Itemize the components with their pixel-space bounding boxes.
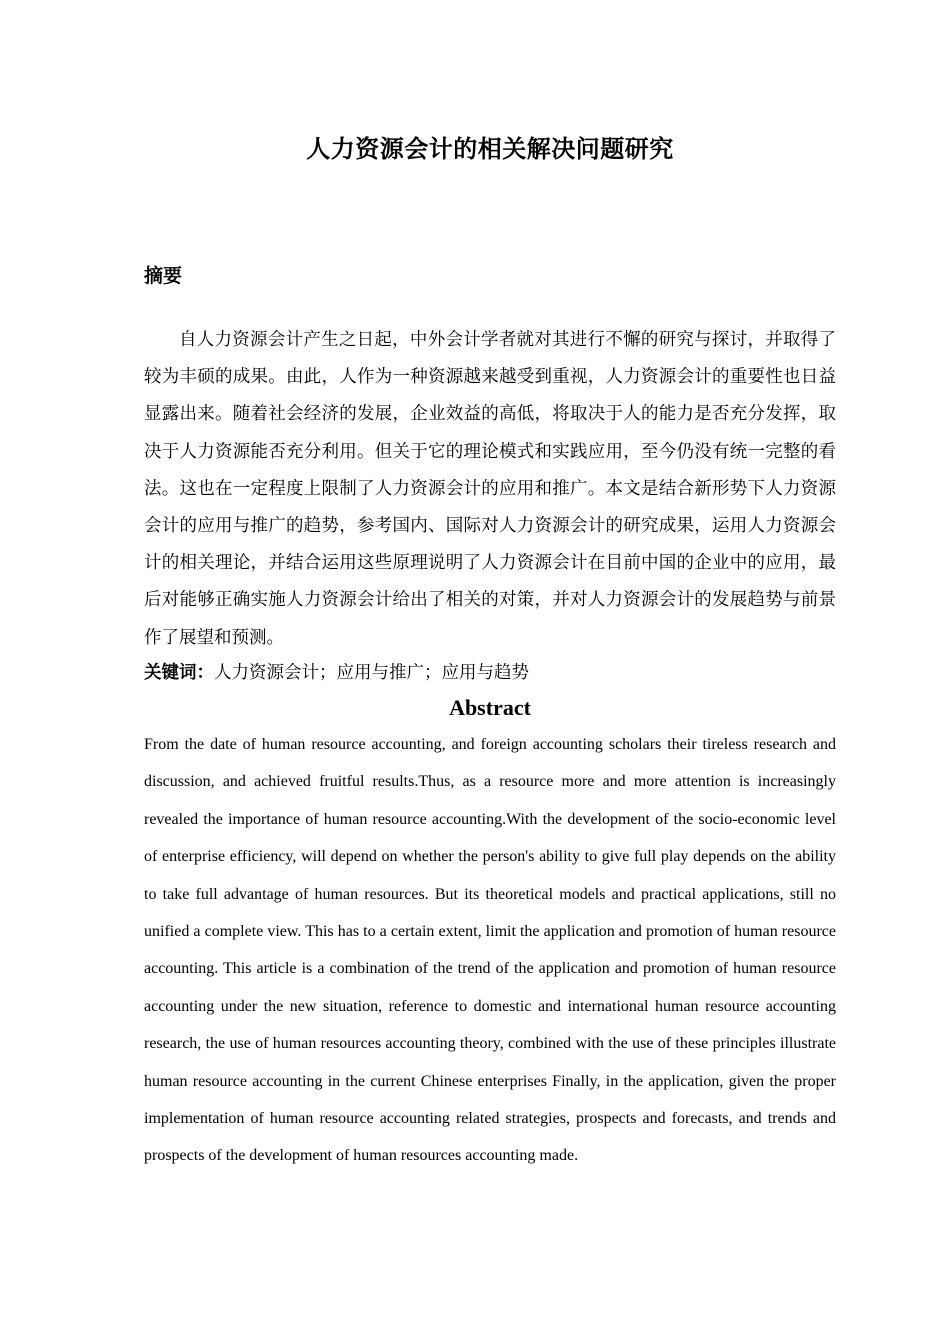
- keywords-value: 人力资源会计；应用与推广；应用与趋势: [214, 663, 529, 683]
- document-title: 人力资源会计的相关解决问题研究: [306, 135, 674, 163]
- abstract-en-heading: Abstract: [449, 695, 531, 720]
- keywords-line: [144, 658, 836, 688]
- keywords-label: 关键词：: [144, 663, 214, 683]
- abstract-cn-body: 自人力资源会计产生之日起，中外会计学者就对其进行不懈的研究与探讨，并取得了较为丰硕的成果。由此，人作为一种资源越来越受到重视，人力资源会计的重要性也日益显露出来。随着社会经济的发展，企业效益的高低，将取决于人的能力是否充分发挥，取决于人力资源能否充分利用。但关于它的理论模式和实践应用，至今仍没有统一完整的看法。这也在一定程度上限制了人力资源会计的应用和推广。本文是结合新形势下人力资源会计的应用与推广的趋势，参考国内、国际对人力资源会计的研究成果，运用人力资源会计的相关理论，并结合运用这些原理说明了人力资源会计在目前中国的企业中的应用，最后对能够正确实施人力资源会计给出了相关的对策，并对人力资源会计的发展趋势与前景作了展望和预测。: [144, 330, 836, 648]
- abstract-cn-heading: 摘要: [144, 265, 183, 287]
- abstract-en-body: From the date of human resource accounting, and foreign accounting scholars their tireless research and discussion, and achieved fruitful results.Thus, as a resource more and more attention is increasingly revealed the importance of human resource accounting.With the development of the socio-economic level of enterprise efficiency, will depend on whether the person's ability to give full play depends on the ability to take full advantage of human resources. But its theoretical models and practical applications, still no unified a complete view. This has to a certain extent, limit the application and promotion of human resource accounting. This article is a combination of the trend of the application and promotion of human resource accounting under the new situation, reference to domestic and international human resource accounting research, the use of human resources accounting theory, combined with the use of these principles illustrate human resource accounting in the current Chinese enterprises Finally, in the application, given the proper implementation of human resource accounting related strategies, prospects and forecasts, and trends and prospects of the development of human resources accounting made.: [144, 736, 836, 1165]
